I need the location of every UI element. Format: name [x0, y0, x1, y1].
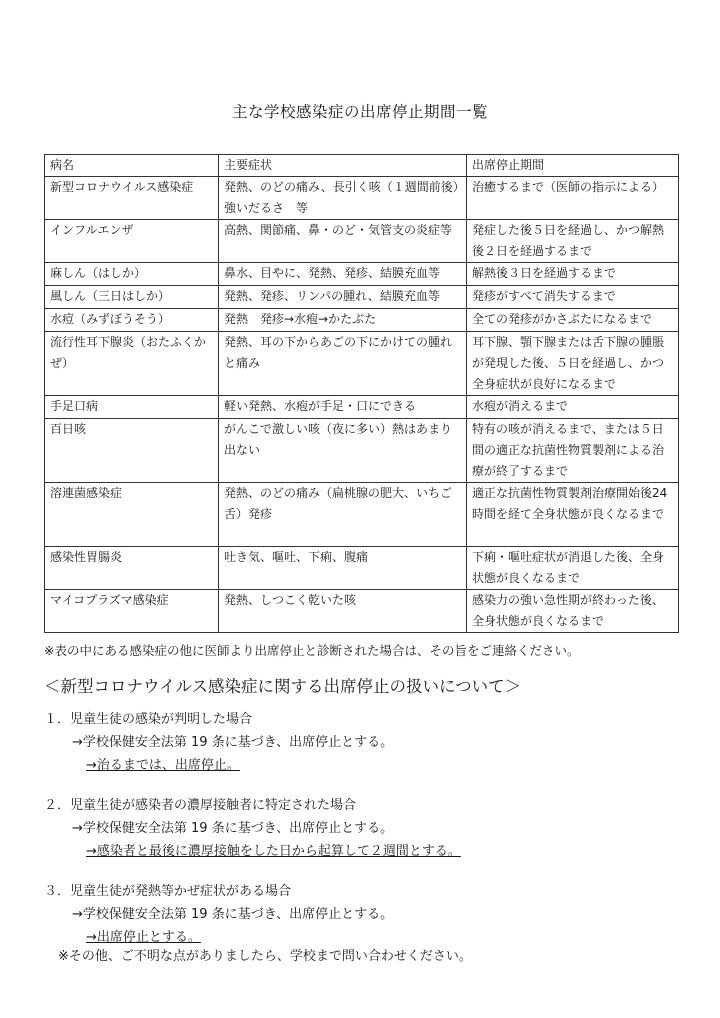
- disease-name: 新型コロナウイルス感染症: [45, 177, 219, 220]
- symptoms: 吐き気、嘔吐、下痢、腹痛: [219, 547, 467, 590]
- symptoms: 高熱、関節痛、鼻・のど・気管支の炎症等: [219, 220, 467, 263]
- suspension-period: 水疱が消えるまで: [467, 396, 679, 419]
- header-symptoms: 主要症状: [219, 155, 467, 177]
- table-row: [45, 309, 679, 332]
- disease-table: [44, 154, 679, 633]
- table-row: [45, 547, 679, 590]
- table-row: [45, 332, 679, 396]
- item-2-basis: →学校保健安全法第 19 条に基づき、出席停止とする。: [72, 821, 394, 836]
- table-row: [45, 483, 679, 547]
- symptoms: 軽い発熱、水疱が手足・口にできる: [219, 396, 467, 419]
- table-row: [45, 286, 679, 309]
- symptoms: 発熱、発疹、リンパの腫れ、結膜充血等: [219, 286, 467, 309]
- disease-name: インフルエンザ: [45, 220, 219, 263]
- table-row: [45, 590, 679, 633]
- table-row: [45, 263, 679, 286]
- table-row: [45, 419, 679, 483]
- suspension-period: 感染力の強い急性期が終わった後、全身状態が良くなるまで: [467, 590, 679, 633]
- item-3-basis: →学校保健安全法第 19 条に基づき、出席停止とする。: [72, 907, 394, 922]
- contact-footer: ※その他、ご不明な点がありましたら、学校まで問い合わせください。: [58, 949, 472, 964]
- suspension-period: 治癒するまで（医師の指示による）: [467, 177, 679, 220]
- symptoms: 発熱 発疹→水疱→かたぶた: [219, 309, 467, 332]
- page-title: 主な学校感染症の出席停止期間一覧: [231, 103, 488, 121]
- suspension-period: 全ての発疹がかさぶたになるまで: [467, 309, 679, 332]
- disease-name: 麻しん（はしか）: [45, 263, 219, 286]
- symptoms: 発熱、しつこく乾いた咳: [219, 590, 467, 633]
- symptoms: 発熱、のどの痛み、長引く咳（１週間前後）強いだるさ 等: [219, 177, 467, 220]
- disease-name: 手足口病: [45, 396, 219, 419]
- suspension-period: 解熱後３日を経過するまで: [467, 263, 679, 286]
- suspension-period: 発疹がすべて消失するまで: [467, 286, 679, 309]
- disease-name: 水痘（みずぼうそう）: [45, 309, 219, 332]
- disease-name: 感染性胃腸炎: [45, 547, 219, 590]
- suspension-period: 特有の咳が消えるまで、または５日間の適正な抗菌性物質製剤による治療が終了するまで: [467, 419, 679, 483]
- table-header-row: [45, 155, 679, 177]
- suspension-period: 耳下腺、顎下腺または舌下腺の腫脹が発現した後、５日を経過し、かつ全身症状が良好になるまで: [467, 332, 679, 396]
- item-3-heading: ３．児童生徒が発熱等かぜ症状がある場合: [44, 884, 292, 899]
- disease-name: 百日咳: [45, 419, 219, 483]
- symptoms: 鼻水、目やに、発熱、発疹、結膜充血等: [219, 263, 467, 286]
- item-2-heading: ２．児童生徒が感染者の濃厚接触者に特定された場合: [44, 798, 357, 813]
- header-suspension-period: 出席停止期間: [467, 155, 679, 177]
- table-row: [45, 396, 679, 419]
- item-1-heading: １．児童生徒の感染が判明した場合: [44, 712, 253, 727]
- item-3-rule: →出席停止とする。: [86, 930, 201, 945]
- symptoms: 発熱、のどの痛み（扁桃腺の肥大、いちご舌）発疹: [219, 483, 467, 547]
- table-row: [45, 220, 679, 263]
- suspension-period: 発症した後５日を経過し、かつ解熱後２日を経過するまで: [467, 220, 679, 263]
- suspension-period: 適正な抗菌性物質製剤治療開始後24 時間を経て全身状態が良くなるまで: [467, 483, 679, 547]
- symptoms: がんこで激しい咳（夜に多い）熱はあまり出ない: [219, 419, 467, 483]
- table-row: [45, 177, 679, 220]
- symptoms: 発熱、耳の下からあごの下にかけての腫れと痛み: [219, 332, 467, 396]
- covid-section-title: ＜新型コロナウイルス感染症に関する出席停止の扱いについて＞: [44, 677, 522, 696]
- item-1-basis: →学校保健安全法第 19 条に基づき、出席停止とする。: [72, 735, 394, 750]
- suspension-period: 下痢・嘔吐症状が消退した後、全身状態が良くなるまで: [467, 547, 679, 590]
- item-2-rule: →感染者と最後に濃厚接触をした日から起算して２週間とする。: [86, 844, 461, 859]
- disease-name: 溶連菌感染症: [45, 483, 219, 547]
- table-note: ※表の中にある感染症の他に医師より出席停止と診断された場合は、その旨をご連絡ください。: [44, 643, 580, 658]
- item-1-rule: →治るまでは、出席停止。: [86, 758, 240, 773]
- header-disease-name: 病名: [45, 155, 219, 177]
- disease-name: マイコプラズマ感染症: [45, 590, 219, 633]
- disease-name: 流行性耳下腺炎（おたふくかぜ）: [45, 332, 219, 396]
- disease-name: 風しん（三日はしか）: [45, 286, 219, 309]
